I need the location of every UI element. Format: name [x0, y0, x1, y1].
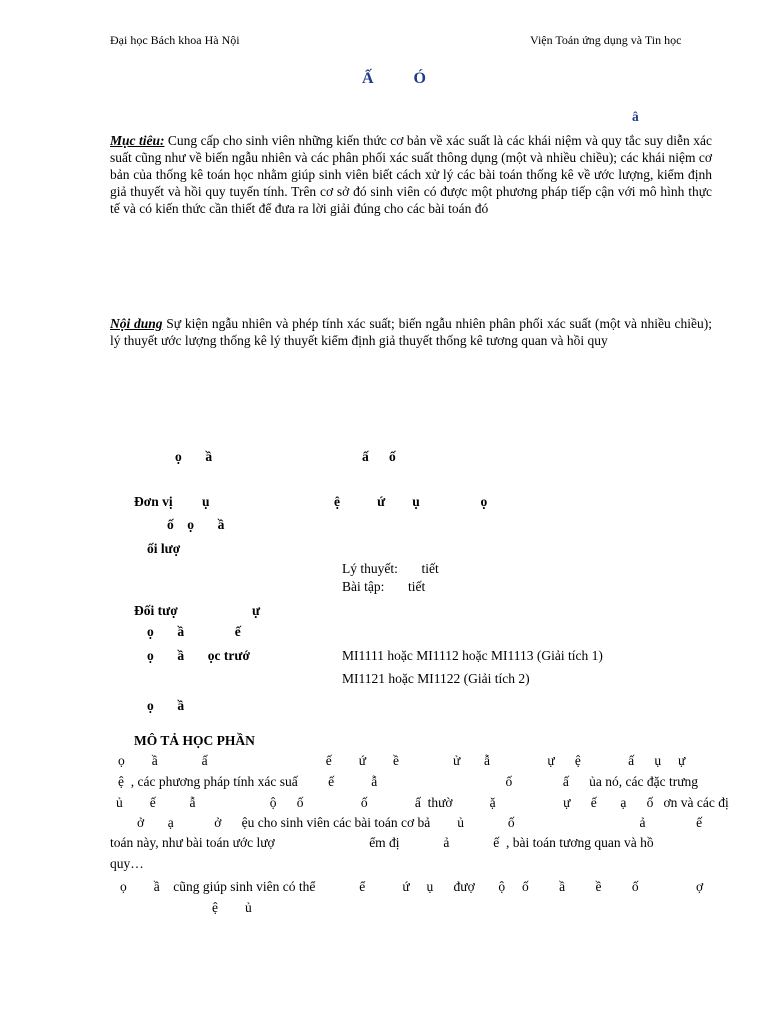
objectives-text: Cung cấp cho sinh viên những kiến thức cơ bản về xác suất là các khái niệm và quy tắc suy diễn xác suất cũng như về biến ngẫu nhiên và các phân phối xác suất thông dụng (một và nhiều chiều); các khái niệm cơ bản của thống kê toán học nhằm giúp sinh viên biết cách xử lý các bài toán thống kê về ước lượng, kiểm định giả thuyết và hồi quy tuyến tính. Trên cơ sở đó sinh viên có được một phương pháp tiếp cận với mô hình thực tế và có kiến thức cần thiết để đưa ra lời giải đúng cho các bài toán đó — [110, 133, 712, 216]
document-subtitle: â — [632, 109, 639, 124]
objectives-paragraph — [110, 132, 712, 217]
prerequisite-label: ọ ầ ế — [147, 624, 241, 639]
objectives-label: Mục tiêu: — [110, 133, 165, 148]
description-heading: MÔ TẢ HỌC PHẦN — [134, 733, 255, 748]
prior-course-line-1: MI1111 hoặc MI1112 hoặc MI1113 (Giải tích 1) — [342, 648, 603, 663]
header-left: Đại học Bách khoa Hà Nội — [110, 33, 240, 47]
description-line: ệ , các phương pháp tính xác suấ ế ẫ ố ấ ủa nó, các đặc trưng — [118, 774, 699, 789]
description-line: toán này, như bài toán ước lượ ểm đị ả ế , bài toán tương quan và hồ — [110, 835, 654, 850]
description-line: ọ ầ ấ ế ứ ề ử ẫ ự ệ ấ ụ ự — [118, 753, 686, 768]
description-line: ủ ế ẫ ộ ố ố ấ thườ ặ ự ế ạ ố ơn và các đị — [116, 795, 729, 810]
target-label-frag: ự — [252, 603, 261, 618]
corequisite-label: ọ ầ — [147, 698, 185, 713]
description-line: ở ạ ở ệu cho sinh viên các bài toán cơ bả ủ ố ả ế — [137, 815, 703, 830]
department-label: Đơn vị — [134, 494, 173, 509]
document-title: Ấ Ó — [362, 70, 426, 87]
theory-hours: Lý thuyết: tiết — [342, 561, 439, 576]
prior-course-line-2: MI1121 hoặc MI1122 (Giải tích 2) — [342, 671, 530, 686]
prior-course-label: ọ ầ ọc trướ — [147, 648, 250, 663]
exercise-hours: Bài tập: tiết — [342, 579, 426, 594]
description-line: quy… — [110, 856, 144, 871]
credits-label: ố ọ ầ — [167, 517, 225, 532]
department-label-frag: ụ — [202, 494, 210, 509]
workload-label: ối lượ — [147, 541, 181, 556]
course-name-label: ọ ầ — [175, 449, 213, 464]
department-value: ệ ứ ụ ọ — [334, 494, 488, 509]
header-right: Viện Toán ứng dụng và Tin học — [530, 33, 682, 47]
target-label: Đối tượ — [134, 603, 178, 618]
content-label: Nội dung — [110, 316, 163, 331]
content-paragraph — [110, 315, 712, 349]
description-p2-line-2: ệ ủ — [212, 900, 252, 915]
course-name-value: ấ ố — [362, 449, 396, 464]
content-text: Sự kiện ngẫu nhiên và phép tính xác suất; biến ngẫu nhiên phân phối xác suất (một và nhiều chiều); lý thuyết ước lượng thống kê lý thuyết kiểm định giả thuyết thống kê tương quan và hồi quy — [110, 316, 712, 348]
description-p2-line-1: ọ ầ cũng giúp sinh viên có thể ể ứ ụ đượ ộ ố ầ ề ố ợ — [120, 879, 704, 894]
